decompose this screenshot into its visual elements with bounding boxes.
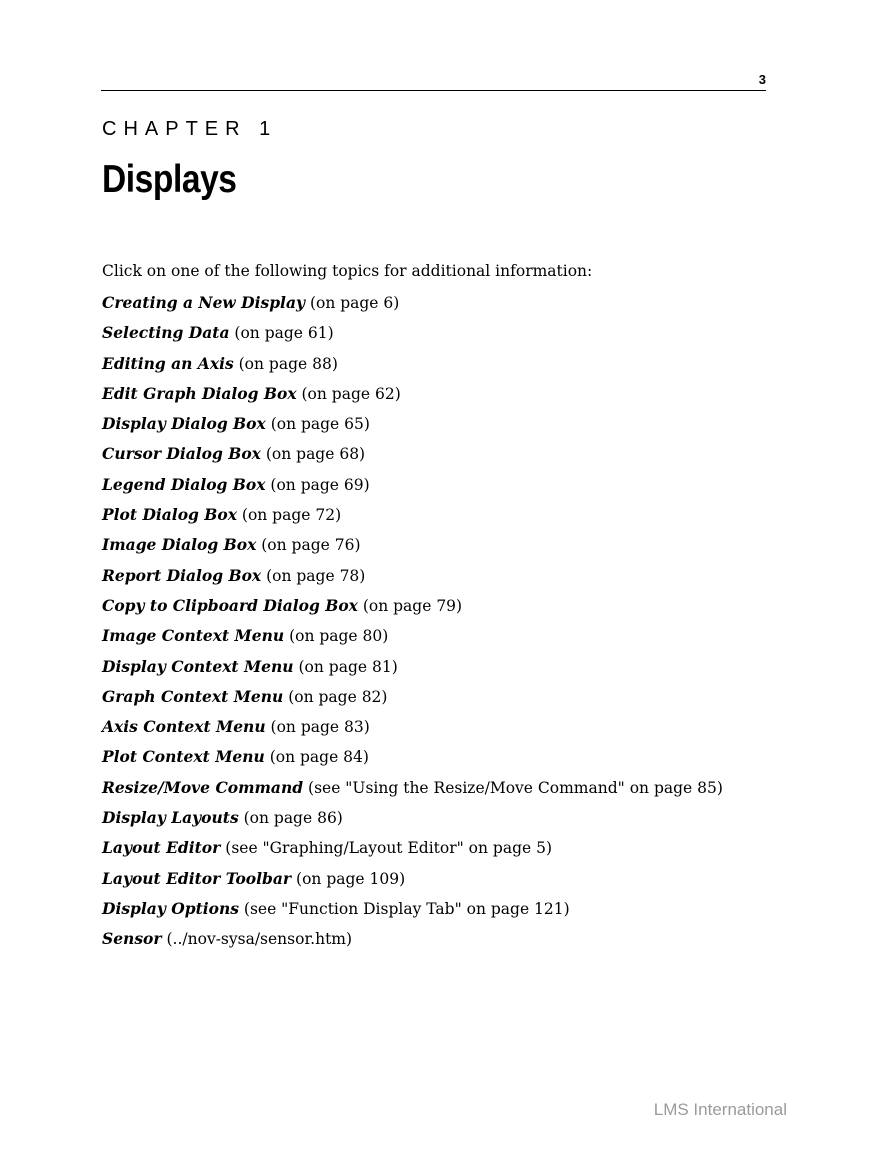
topic-item — [102, 474, 782, 504]
chapter-title: Displays — [102, 158, 237, 201]
topic-item — [102, 595, 782, 625]
topic-link[interactable]: Plot Dialog Box — [102, 505, 237, 525]
topic-page-ref: (on page 88) — [238, 354, 338, 373]
topic-link[interactable]: Cursor Dialog Box — [102, 444, 261, 464]
topic-link[interactable]: Creating a New Display — [102, 293, 305, 312]
topic-link[interactable]: Selecting Data — [102, 323, 230, 343]
topic-link[interactable]: Graph Context Menu — [102, 686, 284, 706]
topic-item — [102, 746, 782, 776]
topic-item — [102, 898, 782, 928]
topic-link[interactable]: Report Dialog Box — [102, 565, 262, 585]
topic-item — [102, 322, 782, 352]
topic-page-ref: (on page 76) — [261, 536, 361, 555]
topic-link[interactable]: Image Context Menu — [102, 626, 285, 646]
topic-link[interactable]: Plot Context Menu — [102, 747, 265, 767]
topic-item — [102, 565, 782, 595]
topic-item — [102, 807, 782, 837]
topic-page-ref: (on page 6) — [309, 294, 400, 312]
topic-item — [102, 928, 782, 958]
topic-item — [102, 413, 782, 443]
topic-link[interactable]: Display Options — [102, 898, 239, 918]
topic-list — [102, 292, 782, 959]
topic-item — [102, 534, 782, 564]
topic-page-ref: (see "Graphing/Layout Editor" on page 5) — [225, 839, 553, 858]
topic-page-ref: (on page 61) — [234, 324, 334, 343]
topic-item — [102, 837, 782, 867]
topic-link[interactable]: Display Dialog Box — [102, 414, 266, 434]
topic-page-ref: (on page 69) — [270, 475, 370, 494]
topic-page-ref: (on page 86) — [243, 809, 343, 828]
topic-page-ref: (on page 84) — [269, 748, 369, 767]
chapter-label-text: CHAPTER 1 — [102, 118, 278, 140]
topic-page-ref: (../nov-sysa/sensor.htm) — [166, 930, 353, 949]
topic-page-ref: (on page 65) — [270, 415, 370, 434]
topic-item — [102, 504, 782, 534]
topic-page-ref: (on page 79) — [362, 596, 463, 615]
topic-page-ref: (on page 68) — [265, 445, 366, 464]
topic-item — [102, 292, 782, 322]
topic-page-ref: (on page 83) — [270, 718, 370, 737]
topic-link[interactable]: Copy to Clipboard Dialog Box — [102, 595, 358, 615]
topic-page-ref: (on page 72) — [241, 506, 342, 525]
topic-item — [102, 777, 782, 807]
topic-page-ref: (on page 80) — [289, 627, 389, 646]
topic-item — [102, 353, 782, 383]
topic-item — [102, 625, 782, 655]
topic-item — [102, 383, 782, 413]
topic-link[interactable]: Edit Graph Dialog Box — [102, 383, 297, 403]
topic-link[interactable]: Layout Editor Toolbar — [102, 868, 292, 888]
topic-link[interactable]: Resize/Move Command — [102, 777, 304, 797]
topic-page-ref: (see "Function Display Tab" on page 121) — [243, 899, 570, 918]
intro-text: Click on one of the following topics for additional information: — [102, 262, 593, 280]
topic-item — [102, 443, 782, 473]
topic-page-ref: (see "Using the Resize/Move Command" on page 85) — [308, 778, 723, 797]
topic-link[interactable]: Image Dialog Box — [102, 535, 257, 555]
page-number: 3 — [758, 72, 766, 87]
topic-page-ref: (on page 82) — [288, 687, 388, 706]
topic-page-ref: (on page 78) — [266, 566, 366, 585]
topic-item — [102, 868, 782, 898]
topic-link[interactable]: Axis Context Menu — [102, 717, 266, 737]
topic-link[interactable]: Display Layouts — [102, 808, 239, 828]
topic-item — [102, 716, 782, 746]
topic-link[interactable]: Editing an Axis — [102, 353, 234, 373]
header-rule — [101, 90, 766, 91]
chapter-label — [102, 118, 277, 141]
topic-page-ref: (on page 109) — [296, 869, 406, 888]
footer-company: LMS International — [653, 1100, 787, 1119]
topic-page-ref: (on page 81) — [298, 657, 398, 676]
topic-item — [102, 656, 782, 686]
topic-link[interactable]: Layout Editor — [102, 838, 221, 858]
topic-page-ref: (on page 62) — [301, 384, 401, 403]
topic-item — [102, 686, 782, 716]
topic-link[interactable]: Legend Dialog Box — [102, 474, 266, 494]
topic-link[interactable]: Display Context Menu — [102, 656, 294, 676]
topic-link[interactable]: Sensor — [102, 929, 162, 949]
